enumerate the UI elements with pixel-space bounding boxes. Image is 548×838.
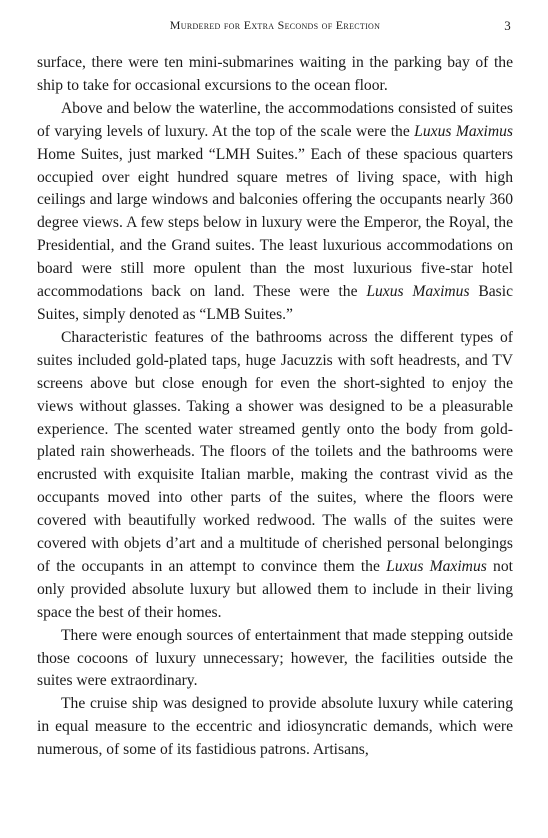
- paragraph: [37, 98, 513, 327]
- running-title: Murdered for Extra Seconds of Erection: [169, 18, 381, 32]
- text-run: There were enough sources of entertainment that made stepping outside those cocoons of luxury unnecessary; however, the facilities outside the suites were extraordinary.: [37, 626, 513, 690]
- text-run: Above and below the waterline, the accommodations consisted of suites of varying levels of luxury. At the top of the scale were the: [37, 99, 513, 140]
- paragraph: [37, 693, 513, 762]
- paragraph: [37, 625, 513, 694]
- italic-title-run: Luxus Maximus: [414, 122, 514, 140]
- text-run: Home Suites, just marked “LMH Suites.” Each of these spacious quarters occupied over eight hundred square metres of living space, with high ceilings and large windows and balconies offering the occupants nearly 360 degree views. A few steps below in luxury were the Emperor, the Royal, the Presidential, and the Grand suites. The least luxurious accommodations on board were still more opulent than the most luxurious five-star hotel accommodations back on land. These were the: [37, 145, 513, 301]
- text-run: Basic Suites, simply denoted as “LMB Suites.”: [37, 283, 514, 323]
- running-header: [37, 18, 513, 40]
- text-run: Characteristic features of the bathrooms across the different types of suites included gold-plated taps, huge Jacuzzis with soft headrests, and TV screens above but close enough for even the short-sighted to enjoy the views without glasses. Taking a shower was designed to be a pleasurable experience. The scented water streamed gently onto the body from gold-plated rain showerheads. The floors of the toilets and the bathrooms were encrusted with exquisite Italian marble, making the contrast vivid as the occupants moved into other parts of the suites, where the floors were covered with beautifully worked redwood. The walls of the suites were covered with objets d’art and a multitude of cherished personal belongings of the occupants in an attempt to convince them the: [37, 328, 513, 575]
- text-run: The cruise ship was designed to provide absolute luxury while catering in equal measure to the eccentric and idiosyncratic demands, which were numerous, of some of its fastidious patrons. Artisans,: [37, 695, 513, 759]
- body-text: [37, 52, 513, 762]
- paragraph: [37, 327, 513, 625]
- italic-title-run: Luxus Maximus: [386, 557, 487, 575]
- italic-title-run: Luxus Maximus: [366, 283, 470, 301]
- paragraph: [37, 52, 513, 98]
- text-run: not only provided absolute luxury but allowed them to include in their living space the best of their homes.: [37, 557, 513, 621]
- text-run: surface, there were ten mini-submarines waiting in the parking bay of the ship to take for occasional excursions to the ocean floor.: [37, 54, 513, 94]
- page-number: 3: [504, 18, 511, 33]
